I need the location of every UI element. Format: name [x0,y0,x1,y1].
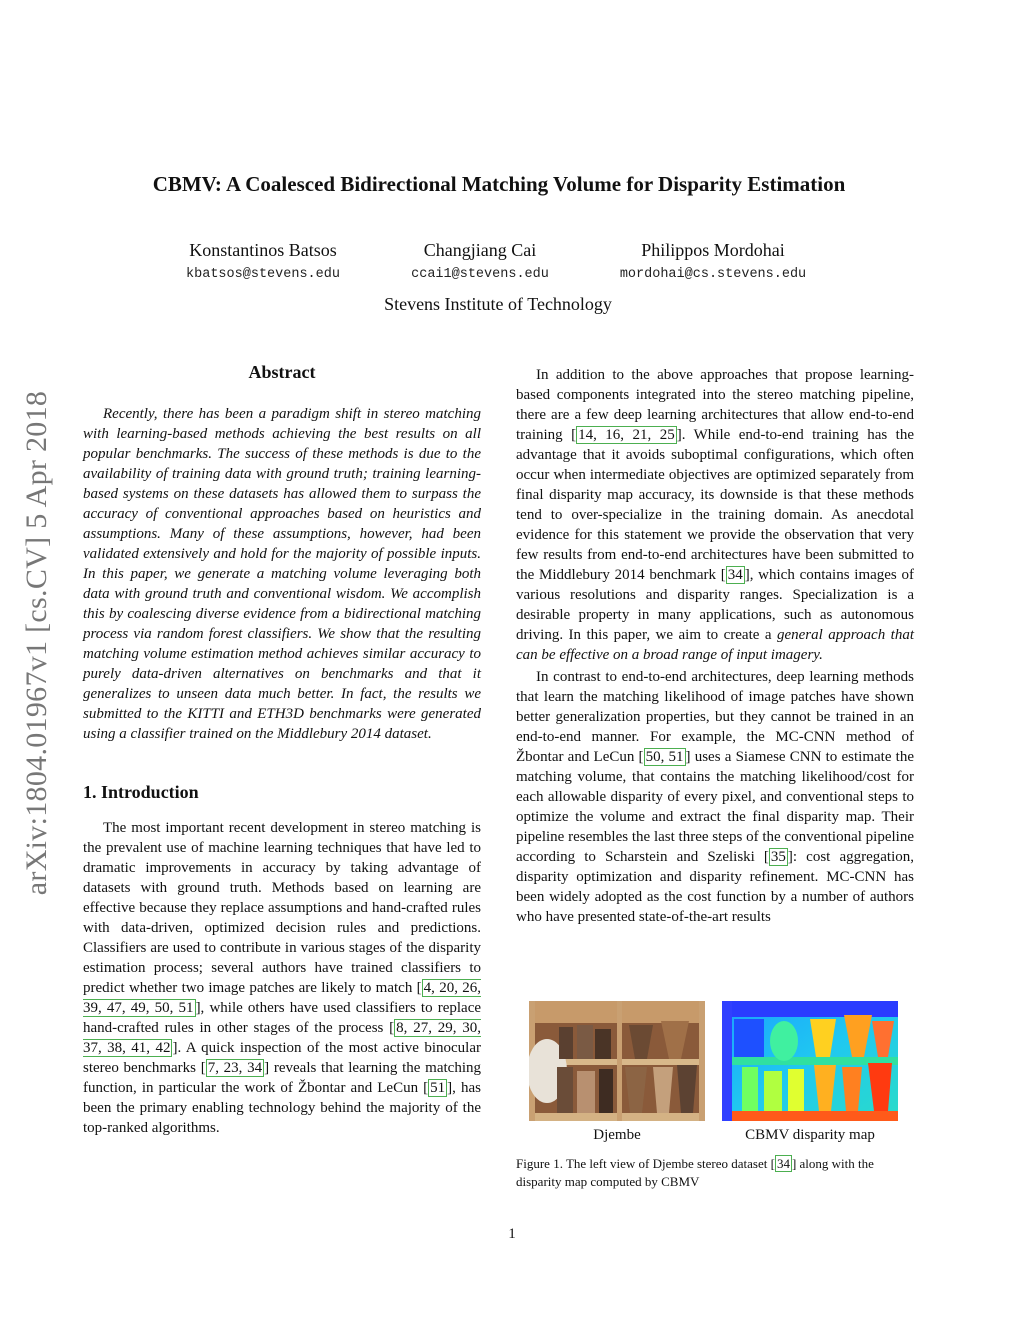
left-column [83,360,481,1138]
paper-title: CBMV: A Coalesced Bidirectional Matching Volume for Disparity Estimation [152,172,846,196]
citation-link[interactable]: 51 [430,1080,446,1096]
intro-paragraph-3: In contrast to end-to-end architectures, deep learning methods that learn the matching likelihood of image patches have shown better generalization properties, but they cannot be trained in an end-to-end manner. For example, the MC-CNN method of Žbontar and LeCun [ 50, 51 ] uses a Siamese CNN to estimate the matching volume, that contains the matching likelihood/cost for each allowable disparity of every pixel, and conventional steps to optimize the volume and extract the final disparity map. Their pipeline resembles the last three steps of the conventional pipeline according to Scharstein and Szeliski [ 35 ]: cost aggregation, disparity optimization and disparity refinement. MC-CNN has been widely adopted as the cost function by a number of authors who have presented state-of-the-art results [516,669,915,925]
citation-link[interactable]: 35 [770,849,786,865]
author-email[interactable]: kbatsos@stevens.edu [186,267,340,282]
author-name: Konstantinos Batsos [189,240,337,260]
figure-caption: Figure 1. The left view of Djembe stereo dataset [ 34 ] along with the disparity map computed by CBMV [516,1156,874,1189]
author-2 [395,240,565,282]
author-email[interactable]: ccai1@stevens.edu [411,267,549,282]
citation-link[interactable]: 34 [776,1156,790,1171]
citation-link[interactable]: 34 [727,567,743,583]
author-name: Philippos Mordohai [641,240,785,260]
right-column [516,365,914,927]
abstract-text: Recently, there has been a paradigm shift in stereo matching with learning-based methods achieving the best results on all popular benchmarks. The success of these methods is due to the availability of training data with ground truth; training learning-based systems on these datasets has allowed them to surpass the accuracy of conventional approaches based on heuristics and assumptions. Many of these assumptions, however, had been validated extensively and hold for the majority of possible inputs. In this paper, we generate a matching volume leveraging both data with ground truth and conventional wisdom. We accomplish this by coalescing diverse evidence from a bidirectional matching process via random forest classifiers. We show that the resulting matching volume estimation method achieves similar accuracy to purely data-driven alternatives on benchmarks and that it generalizes to unseen data much better. In fact, the results we submitted to the KITTI and ETH3D benchmarks were generated using a classifier trained on the Middlebury 2014 dataset. [83,406,481,742]
citation-link[interactable]: 8, 27, 29, 30, 37, 38, 41, 42 [83,1020,482,1056]
intro-paragraph-2: In addition to the above approaches that propose learning-based components integrated into the stereo matching pipeline, there are a few deep learning architectures that allow end-to-end training [ 14, 16, 21, 25 ]. While end-to-end training has the advantage that it avoids suboptimal configurations, which often occur when intermediate objectives are optimized separately from final disparity map accuracy, its downside is that these methods tend to over-specialize in the training domain. As anecdotal evidence for this statement we provide the observation that very few results from end-to-end architectures have been submitted to the Middlebury 2014 benchmark [ 34 ], which contains images of various resolutions and disparity ranges. Specialization is a desirable property in many applications, such as autonomous driving. In this paper, we aim to create a general approach that can be effective on a broad range of input imagery. [516,367,915,663]
introduction-heading: 1. Introduction [83,782,199,802]
figure-label-right: CBMV disparity map [745,1127,875,1143]
intro-paragraph-1: The most important recent development in stereo matching is the prevalent use of machine learning techniques that have led to dramatic improvements in accuracy by taking advantage of datasets with ground truth. Methods based on learning are effective because they replace assumptions and hand-crafted rules with data-driven, optimized decision rules and predictions. Classifiers are used to contribute in various stages of the disparity estimation process; several authors have trained classifiers to predict whether two image patches are likely to match [ 4, 20, 26, 39, 47, 49, 50, 51 ], while others have used classifiers to replace hand-crafted rules in other stages of the process [ 8, 27, 29, 30, 37, 38, 41, 42 ]. A quick inspection of the most active binocular stereo benchmarks [ 7, 23, 34 ] reveals that learning the matching function, in particular the work of Žbontar and LeCun [ 51 ], has been the primary enabling technology behind the majority of the top-ranked algorithms. [83,820,482,1136]
affiliation: Stevens Institute of Technology [384,294,612,314]
emphasis-text: general approach that can be effective on a broad range of input imagery. [516,627,915,663]
author-email[interactable]: mordohai@cs.stevens.edu [619,267,807,282]
author-1 [168,240,358,282]
citation-link[interactable]: 14, 16, 21, 25 [578,427,675,443]
author-name: Changjiang Cai [423,240,537,260]
djembe-photo [529,1001,705,1121]
citation-link[interactable]: 4, 20, 26, 39, 47, 49, 50, 51 [83,980,482,1016]
page-number: 1 [508,1226,516,1242]
cbmv-disparity-map [722,1001,898,1121]
citation-link[interactable]: 7, 23, 34 [207,1060,263,1076]
arxiv-identifier: arXiv:1804.01967v1 [cs.CV] 5 Apr 2018 [20,390,53,895]
citation-link[interactable]: 50, 51 [645,749,684,765]
author-3 [602,240,824,282]
figure-label-left: Djembe [593,1127,641,1143]
abstract-heading: Abstract [248,362,316,382]
